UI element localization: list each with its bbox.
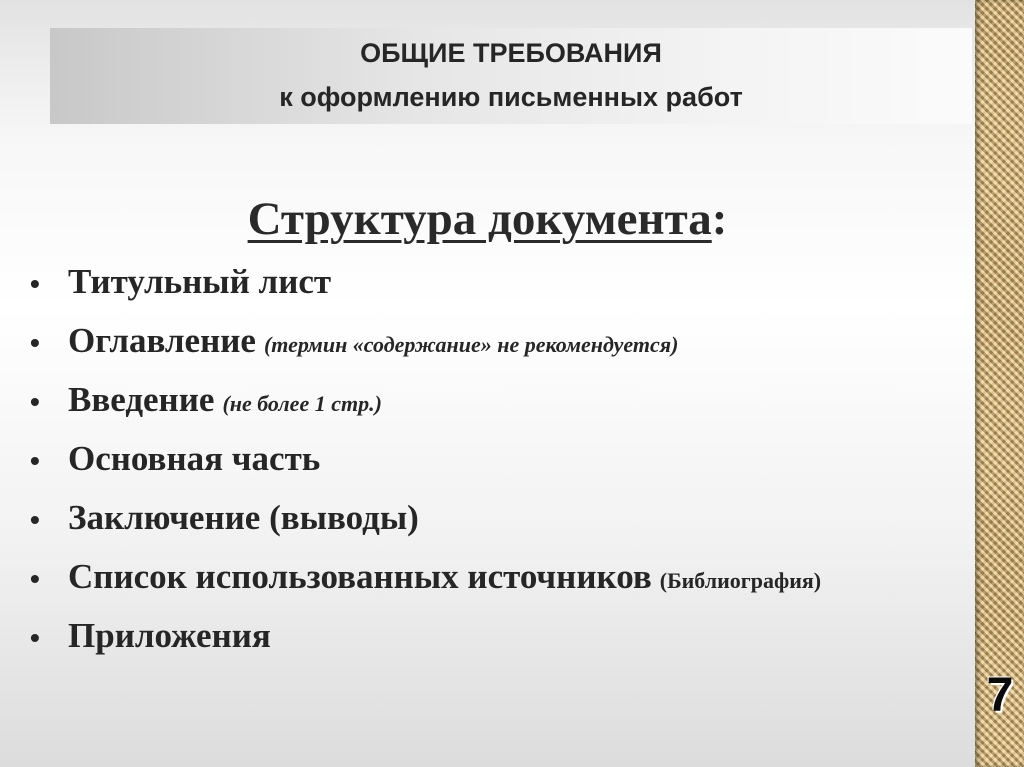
list-item-label: Оглавление xyxy=(68,321,256,360)
page-number: 7 xyxy=(986,669,1014,722)
bullet-icon: • xyxy=(30,386,40,417)
bullet-icon: • xyxy=(30,445,40,476)
list-item-main-part xyxy=(30,439,821,498)
section-title xyxy=(0,192,975,246)
list-item-introduction xyxy=(30,380,821,439)
bullet-icon: • xyxy=(30,504,40,535)
list-item-label: Титульный лист xyxy=(68,262,332,301)
list-item-label: Приложения xyxy=(68,616,271,655)
header-subtitle: к оформлению письменных работ xyxy=(279,82,743,112)
list-item-references xyxy=(30,557,821,616)
header-title: ОБЩИЕ ТРЕБОВАНИЯ xyxy=(360,38,662,68)
list-item-label: Заключение (выводы) xyxy=(68,498,419,537)
list-item-label: Введение xyxy=(68,380,215,419)
list-item-note: (не более 1 стр.) xyxy=(222,391,382,416)
list-item-note: (Библиография) xyxy=(659,568,822,593)
list-item-conclusion xyxy=(30,498,821,557)
list-item-note: (термин «содержание» не рекомендуется) xyxy=(263,332,679,357)
bullet-icon: • xyxy=(30,327,40,358)
list-item-label: Основная часть xyxy=(68,439,321,478)
list-item-label: Список использованных источников xyxy=(68,557,652,596)
list-item-title-page xyxy=(30,262,821,321)
section-title-text: Структура документа xyxy=(247,193,712,245)
bullet-icon: • xyxy=(30,268,40,299)
decorative-rope-strip xyxy=(975,0,1024,767)
list-item-contents xyxy=(30,321,821,380)
section-title-colon: : xyxy=(711,193,728,245)
bullet-icon: • xyxy=(30,563,40,594)
structure-list xyxy=(30,262,821,675)
list-item-appendices xyxy=(30,616,821,675)
bullet-icon: • xyxy=(30,622,40,653)
